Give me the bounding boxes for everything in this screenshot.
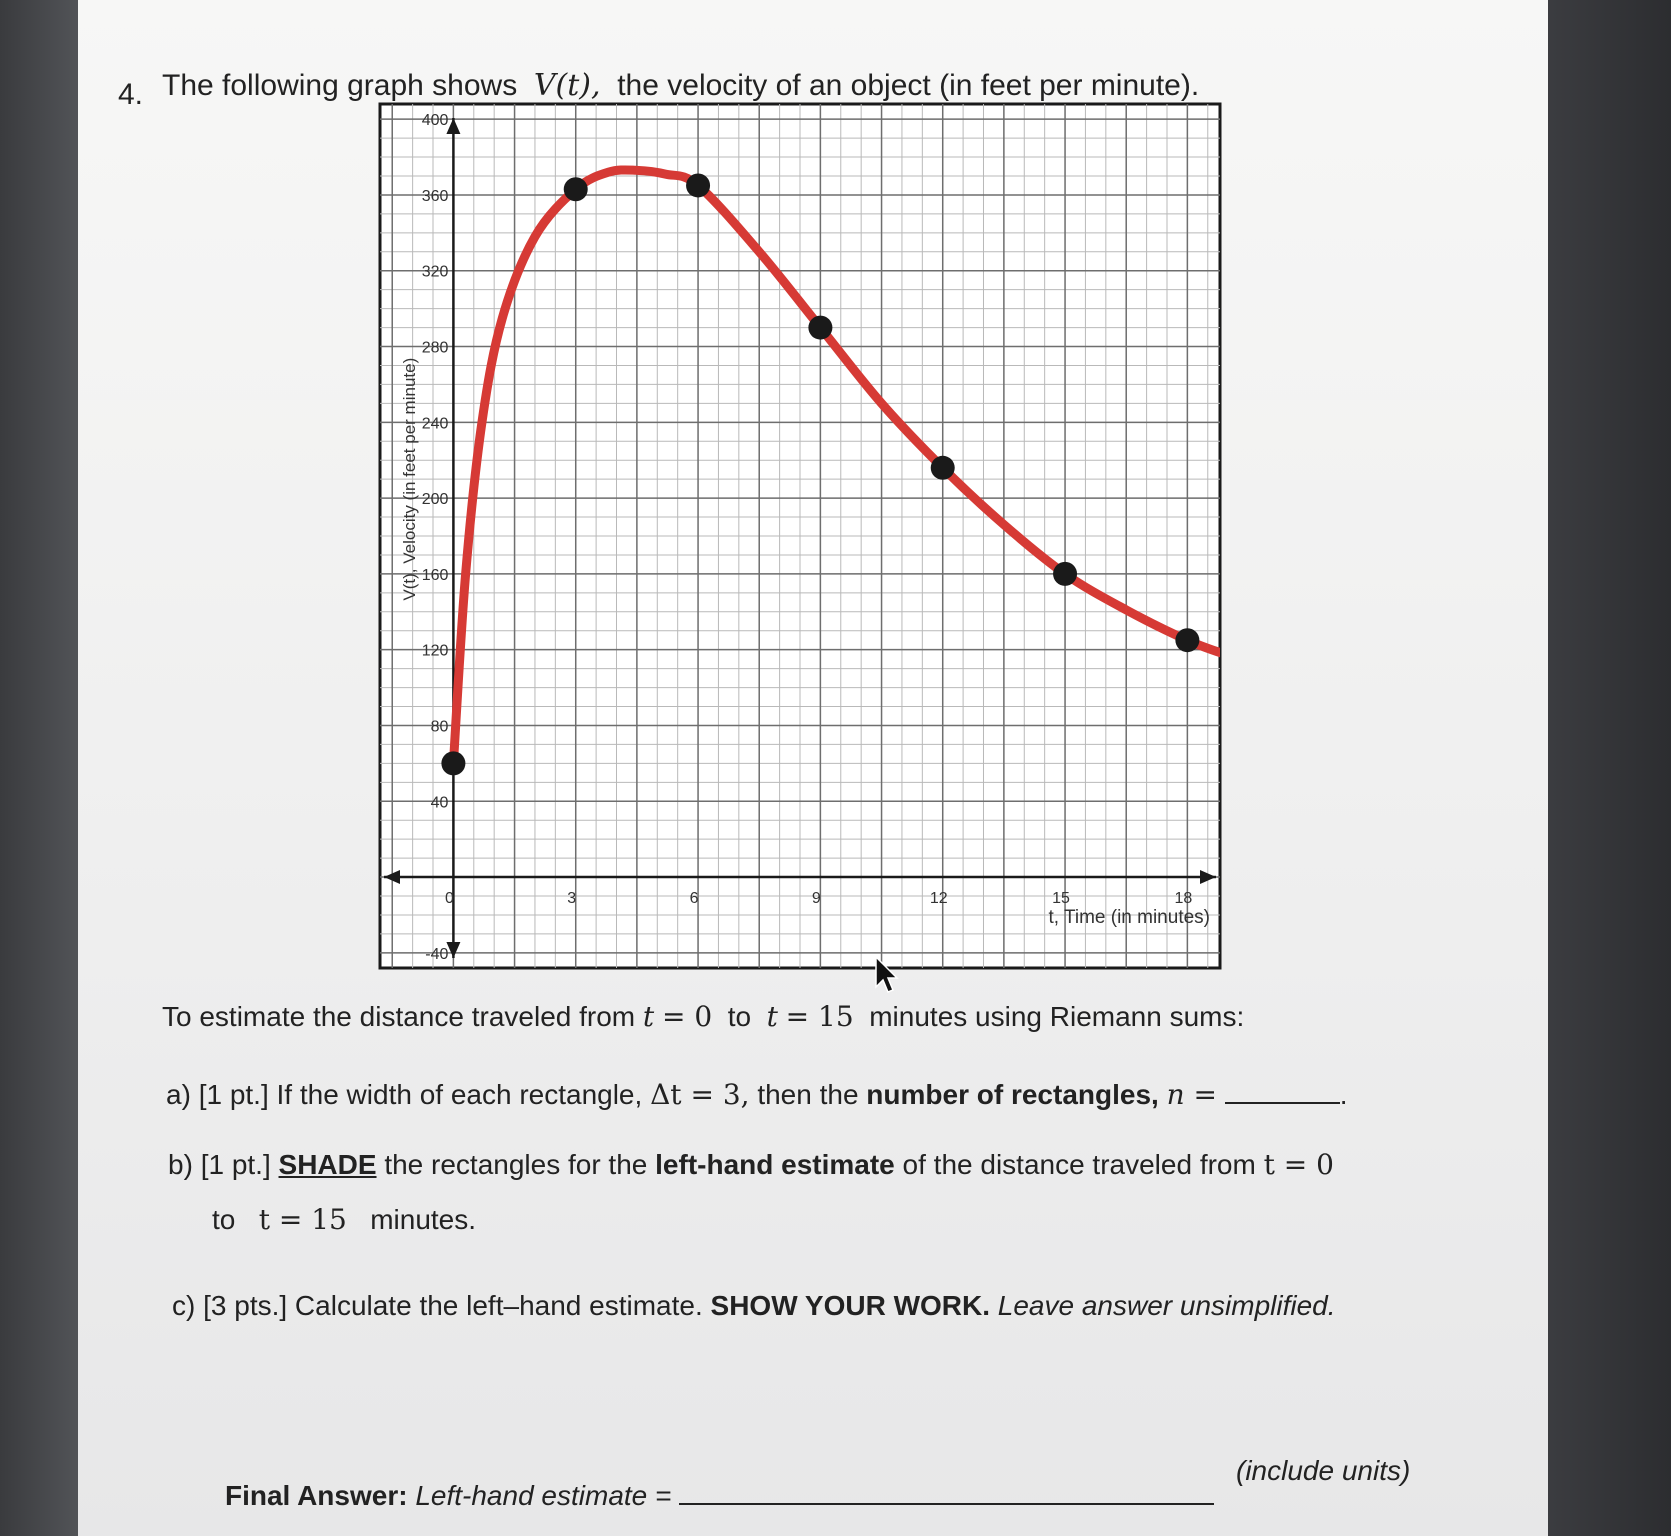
part-a-label: a) — [166, 1079, 191, 1110]
part-b-eq2: t = 15 — [258, 1203, 347, 1236]
part-b-text2: of the distance traveled from — [902, 1149, 1256, 1180]
y-axis-label: V(t), Velocity (in feet per minute) — [400, 357, 419, 601]
y-tick-label: 160 — [421, 566, 449, 584]
intro-t2-value: = 15 — [785, 1000, 854, 1033]
part-b-eq1: t = 0 — [1263, 1148, 1334, 1181]
part-c-bold: SHOW YOUR WORK. — [710, 1290, 990, 1321]
y-tick-label: 80 — [430, 718, 449, 736]
part-b — [168, 1148, 1334, 1181]
part-a — [166, 1078, 1348, 1111]
part-a-dot: . — [1339, 1079, 1348, 1110]
part-b-line2 — [212, 1203, 476, 1236]
data-point — [441, 751, 465, 775]
data-point — [1053, 562, 1077, 586]
data-point — [564, 177, 588, 201]
part-b-pts: [1 pt.] — [200, 1149, 271, 1180]
part-a-text2: then the — [757, 1079, 859, 1110]
final-answer-blank[interactable] — [679, 1503, 1214, 1505]
part-c-text: [3 pts.] Calculate the left–hand estimate. — [203, 1290, 703, 1321]
part-a-delta: Δt = 3, — [650, 1078, 750, 1111]
intro-text: To estimate the distance traveled from — [162, 1001, 636, 1032]
y-tick-label: 320 — [421, 263, 449, 281]
part-b-to: to — [212, 1204, 236, 1235]
part-b-text: the rectangles for the — [384, 1149, 648, 1180]
final-answer-italic: Left-hand estimate = — [415, 1480, 672, 1511]
y-tick-label: 240 — [421, 415, 449, 433]
x-tick-label: 12 — [929, 890, 948, 908]
x-tick-label: 9 — [811, 890, 821, 908]
mouse-pointer-icon — [874, 955, 900, 995]
y-tick-label: 40 — [430, 794, 449, 812]
intro-t1: t — [642, 1000, 655, 1033]
part-a-answer-blank[interactable] — [1225, 1102, 1340, 1104]
x-tick-label: 6 — [689, 890, 699, 908]
x-tick-label: 15 — [1052, 890, 1070, 908]
part-c — [172, 1290, 1336, 1322]
x-tick-label: 3 — [567, 890, 577, 908]
part-c-label: c) — [172, 1290, 196, 1321]
include-units-note: (include units) — [1236, 1455, 1411, 1486]
y-tick-label: -40 — [425, 945, 449, 963]
question-number: 4. — [118, 78, 144, 111]
part-a-bold: number of rectangles, — [866, 1079, 1159, 1110]
question-function: V(t), — [533, 68, 601, 103]
part-c-italic: Leave answer unsimplified. — [997, 1290, 1336, 1321]
intro-to: to — [727, 1001, 752, 1032]
question-prefix: The following graph shows — [162, 69, 518, 102]
data-point — [686, 173, 710, 197]
part-b-bold: left-hand estimate — [655, 1149, 895, 1180]
intro-t2: t — [766, 1000, 778, 1033]
x-tick-label: 0 — [444, 890, 454, 908]
intro-tail: minutes using Riemann sums: — [869, 1001, 1245, 1032]
part-b-label: b) — [168, 1149, 193, 1180]
final-answer — [225, 1480, 1214, 1512]
data-point — [808, 316, 832, 340]
x-tick-label: 18 — [1174, 890, 1193, 908]
y-tick-label: 120 — [421, 642, 449, 660]
part-a-var: n = — [1166, 1078, 1217, 1111]
x-axis-label: t, Time (in minutes) — [1048, 907, 1210, 929]
part-a-text: [1 pt.] If the width of each rectangle, — [198, 1079, 643, 1110]
question-suffix: the velocity of an object (in feet per minute). — [617, 69, 1200, 102]
intro-t1-value: = 0 — [661, 1000, 713, 1033]
y-tick-label: 200 — [421, 491, 449, 509]
y-tick-label: 360 — [421, 187, 449, 205]
part-b-shade: SHADE — [278, 1149, 377, 1180]
y-tick-label: 280 — [421, 339, 449, 357]
intro-line — [162, 1000, 1244, 1033]
final-answer-bold: Final Answer: — [225, 1480, 408, 1511]
data-point — [1175, 628, 1199, 652]
y-tick-label: 400 — [421, 112, 449, 130]
part-b-minutes: minutes. — [370, 1204, 477, 1235]
data-point — [931, 456, 955, 480]
